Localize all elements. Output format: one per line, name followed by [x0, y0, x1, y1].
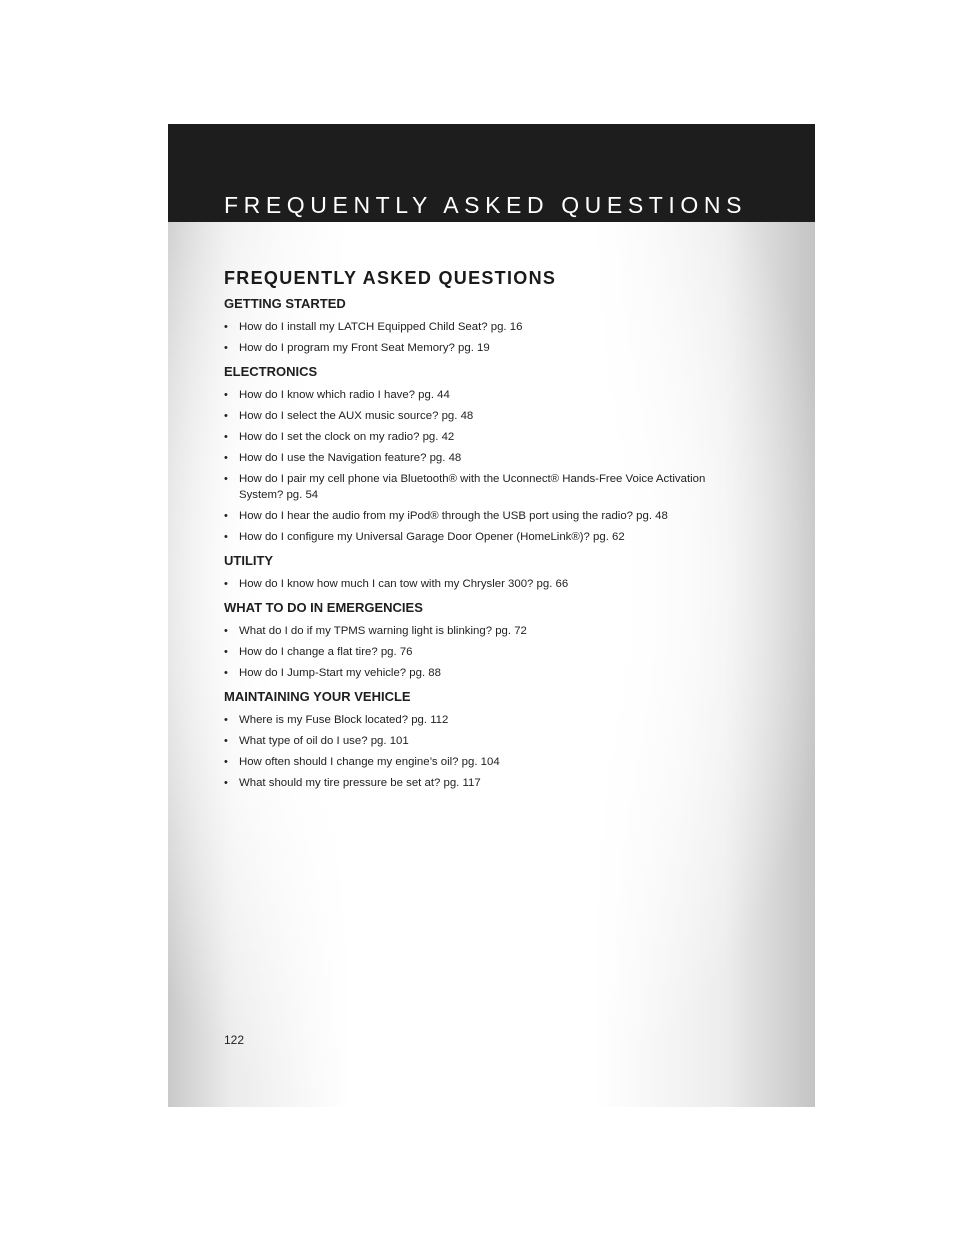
- faq-question-text: How do I pair my cell phone via Bluetooth® with the Uconnect® Hands-Free Voice Activation System? pg. 54: [239, 473, 706, 501]
- faq-question-text: How do I configure my Universal Garage Door Opener (HomeLink®)? pg. 62: [239, 531, 625, 543]
- faq-group-heading: ELECTRONICS: [224, 364, 318, 379]
- bullet-icon: •: [224, 667, 228, 679]
- faq-group-heading: UTILITY: [224, 553, 274, 568]
- faq-item: [224, 529, 724, 545]
- faq-group-heading: MAINTAINING YOUR VEHICLE: [224, 689, 411, 704]
- bullet-icon: •: [224, 431, 228, 443]
- bullet-icon: •: [224, 735, 228, 747]
- faq-question-text: What type of oil do I use? pg. 101: [239, 735, 409, 747]
- faq-groups: [224, 296, 724, 791]
- bullet-icon: •: [224, 342, 228, 354]
- faq-item: [224, 508, 724, 524]
- faq-question-text: What do I do if my TPMS warning light is blinking? pg. 72: [239, 625, 527, 637]
- faq-question-text: How do I hear the audio from my iPod® through the USB port using the radio? pg. 48: [239, 510, 668, 522]
- bullet-icon: •: [224, 756, 228, 768]
- bullet-icon: •: [224, 625, 228, 637]
- faq-question-text: How do I know how much I can tow with my Chrysler 300? pg. 66: [239, 578, 569, 590]
- faq-list: [224, 576, 724, 592]
- bullet-icon: •: [224, 531, 228, 543]
- faq-list: [224, 623, 724, 681]
- faq-list: [224, 712, 724, 791]
- faq-item: [224, 319, 724, 335]
- faq-item: [224, 471, 724, 503]
- faq-group-heading: WHAT TO DO IN EMERGENCIES: [224, 600, 423, 615]
- faq-item: [224, 775, 724, 791]
- faq-item: [224, 644, 724, 660]
- header-title: FREQUENTLY ASKED QUESTIONS: [224, 192, 748, 218]
- manual-page: [168, 124, 815, 1107]
- faq-question-text: How do I install my LATCH Equipped Child Seat? pg. 16: [239, 321, 523, 333]
- faq-question-text: How often should I change my engine’s oil? pg. 104: [239, 756, 500, 768]
- faq-question-text: How do I select the AUX music source? pg. 48: [239, 410, 474, 422]
- faq-item: [224, 733, 724, 749]
- faq-item: [224, 754, 724, 770]
- faq-item: [224, 576, 724, 592]
- faq-question-text: How do I program my Front Seat Memory? pg. 19: [239, 342, 490, 354]
- bullet-icon: •: [224, 410, 228, 422]
- bullet-icon: •: [224, 510, 228, 522]
- faq-item: [224, 623, 724, 639]
- faq-group-heading: GETTING STARTED: [224, 296, 346, 311]
- faq-item: [224, 408, 724, 424]
- faq-item: [224, 387, 724, 403]
- bullet-icon: •: [224, 714, 228, 726]
- faq-item: [224, 429, 724, 445]
- bullet-icon: •: [224, 777, 228, 789]
- faq-question-text: How do I use the Navigation feature? pg. 48: [239, 452, 462, 464]
- faq-item: [224, 450, 724, 466]
- bullet-icon: •: [224, 389, 228, 401]
- faq-item: [224, 665, 724, 681]
- header-band: [168, 124, 815, 222]
- faq-question-text: How do I change a flat tire? pg. 76: [239, 646, 413, 658]
- faq-question-text: How do I Jump-Start my vehicle? pg. 88: [239, 667, 441, 679]
- bullet-icon: •: [224, 452, 228, 464]
- faq-question-text: What should my tire pressure be set at? pg. 117: [239, 777, 481, 789]
- faq-item: [224, 712, 724, 728]
- faq-list: [224, 387, 724, 545]
- faq-question-text: How do I set the clock on my radio? pg. 42: [239, 431, 455, 443]
- bullet-icon: •: [224, 321, 228, 333]
- bullet-icon: •: [224, 578, 228, 590]
- section-title: FREQUENTLY ASKED QUESTIONS: [224, 268, 557, 288]
- faq-question-text: Where is my Fuse Block located? pg. 112: [239, 714, 449, 726]
- faq-content: [224, 268, 724, 799]
- faq-question-text: How do I know which radio I have? pg. 44: [239, 389, 450, 401]
- page-number: 122: [224, 1033, 245, 1047]
- faq-item: [224, 340, 724, 356]
- bullet-icon: •: [224, 646, 228, 658]
- bullet-icon: •: [224, 473, 228, 485]
- faq-list: [224, 319, 724, 356]
